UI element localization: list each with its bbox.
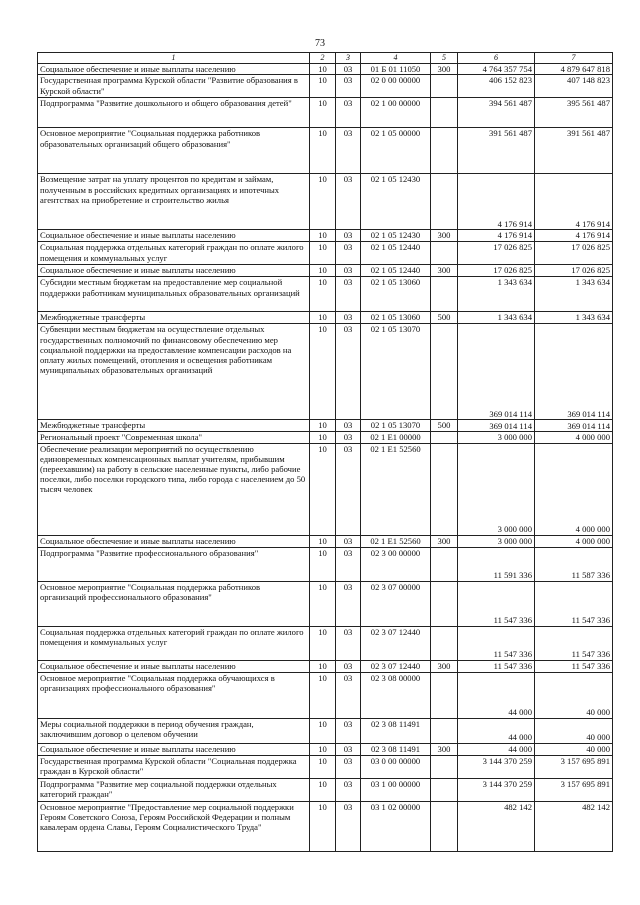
amount-year-2: 11 587 336 (535, 547, 613, 581)
amount-year-2: 391 561 487 (535, 128, 613, 174)
row-name: Социальное обеспечение и иные выплаты населению (38, 64, 310, 75)
table-row (38, 174, 613, 230)
section-code: 10 (310, 718, 336, 743)
expense-type-code (431, 242, 458, 265)
subsection-code: 03 (336, 174, 361, 230)
subsection-code: 03 (336, 242, 361, 265)
expense-type-code (431, 581, 458, 626)
amount-year-1: 11 547 336 (458, 581, 535, 626)
expense-type-code (431, 277, 458, 312)
target-article-code: 01 Б 01 11050 (361, 64, 431, 75)
expense-type-code: 500 (431, 312, 458, 324)
expense-type-code: 300 (431, 743, 458, 755)
amount-year-2: 40 000 (535, 718, 613, 743)
table-row (38, 324, 613, 420)
section-code: 10 (310, 420, 336, 432)
expense-type-code (431, 98, 458, 128)
subsection-code: 03 (336, 230, 361, 242)
target-article-code: 02 1 05 12430 (361, 174, 431, 230)
column-number: 3 (336, 53, 361, 64)
target-article-code: 02 3 07 00000 (361, 581, 431, 626)
amount-year-1: 11 547 336 (458, 626, 535, 660)
amount-year-1: 482 142 (458, 801, 535, 851)
expense-type-code (431, 443, 458, 535)
subsection-code: 03 (336, 535, 361, 547)
target-article-code: 03 1 00 00000 (361, 778, 431, 801)
table-row (38, 98, 613, 128)
amount-year-1: 3 000 000 (458, 432, 535, 443)
amount-year-1: 44 000 (458, 718, 535, 743)
page-number: 73 (315, 38, 325, 49)
subsection-code: 03 (336, 265, 361, 277)
section-code: 10 (310, 755, 336, 778)
target-article-code: 02 1 05 12440 (361, 242, 431, 265)
amount-year-2: 11 547 336 (535, 626, 613, 660)
amount-year-2: 4 000 000 (535, 443, 613, 535)
table-row (38, 75, 613, 98)
amount-year-2: 482 142 (535, 801, 613, 851)
amount-year-1: 44 000 (458, 672, 535, 718)
section-code: 10 (310, 443, 336, 535)
table-row (38, 581, 613, 626)
expense-type-code: 300 (431, 265, 458, 277)
target-article-code: 03 1 02 00000 (361, 801, 431, 851)
row-name: Межбюджетные трансферты (38, 312, 310, 324)
amount-year-1: 17 026 825 (458, 265, 535, 277)
section-code: 10 (310, 535, 336, 547)
column-number: 1 (38, 53, 310, 64)
row-name: Социальное обеспечение и иные выплаты населению (38, 660, 310, 672)
amount-year-2: 17 026 825 (535, 265, 613, 277)
row-name: Социальное обеспечение и иные выплаты населению (38, 535, 310, 547)
amount-year-1: 3 000 000 (458, 535, 535, 547)
amount-year-2: 40 000 (535, 672, 613, 718)
row-name: Основное мероприятие "Социальная поддержка работников организаций профессионального образования" (38, 581, 310, 626)
subsection-code: 03 (336, 581, 361, 626)
amount-year-1: 369 014 114 (458, 420, 535, 432)
row-name: Подпрограмма "Развитие профессионального образования" (38, 547, 310, 581)
table-row (38, 660, 613, 672)
column-number-row (38, 53, 613, 64)
subsection-code: 03 (336, 778, 361, 801)
section-code: 10 (310, 672, 336, 718)
table-row (38, 277, 613, 312)
subsection-code: 03 (336, 432, 361, 443)
target-article-code: 02 1 05 13070 (361, 324, 431, 420)
section-code: 10 (310, 128, 336, 174)
table-row (38, 743, 613, 755)
target-article-code: 02 1 05 12440 (361, 265, 431, 277)
amount-year-2: 4 879 647 818 (535, 64, 613, 75)
amount-year-2: 4 176 914 (535, 174, 613, 230)
amount-year-1: 3 144 370 259 (458, 778, 535, 801)
row-name: Социальное обеспечение и иные выплаты населению (38, 743, 310, 755)
amount-year-2: 4 176 914 (535, 230, 613, 242)
target-article-code: 02 1 05 13060 (361, 312, 431, 324)
target-article-code: 02 3 08 11491 (361, 743, 431, 755)
amount-year-2: 3 157 695 891 (535, 778, 613, 801)
amount-year-2: 4 000 000 (535, 432, 613, 443)
section-code: 10 (310, 75, 336, 98)
amount-year-2: 17 026 825 (535, 242, 613, 265)
table-row (38, 443, 613, 535)
amount-year-1: 11 547 336 (458, 660, 535, 672)
table-row (38, 801, 613, 851)
section-code: 10 (310, 174, 336, 230)
table-row (38, 626, 613, 660)
target-article-code: 02 1 05 13060 (361, 277, 431, 312)
subsection-code: 03 (336, 626, 361, 660)
amount-year-1: 391 561 487 (458, 128, 535, 174)
target-article-code: 02 3 07 12440 (361, 660, 431, 672)
section-code: 10 (310, 64, 336, 75)
amount-year-2: 1 343 634 (535, 312, 613, 324)
amount-year-2: 4 000 000 (535, 535, 613, 547)
row-name: Государственная программа Курской области "Социальная поддержка граждан в Курской области" (38, 755, 310, 778)
target-article-code: 02 3 07 12440 (361, 626, 431, 660)
column-number: 4 (361, 53, 431, 64)
section-code: 10 (310, 778, 336, 801)
table-row (38, 64, 613, 75)
row-name: Подпрограмма "Развитие мер социальной поддержки отдельных категорий граждан" (38, 778, 310, 801)
section-code: 10 (310, 547, 336, 581)
column-number: 6 (458, 53, 535, 64)
section-code: 10 (310, 98, 336, 128)
subsection-code: 03 (336, 75, 361, 98)
amount-year-1: 1 343 634 (458, 312, 535, 324)
row-name: Субвенции местным бюджетам на осуществление отдельных государственных полномочий по финансовому обеспечению мер социальной поддержки на предоставление компенсации расходов на оплату жилых помещений, отопления и освещения работникам муниципальных образовательных организаций (38, 324, 310, 420)
table-row (38, 755, 613, 778)
amount-year-2: 11 547 336 (535, 660, 613, 672)
amount-year-1: 44 000 (458, 743, 535, 755)
expense-type-code: 300 (431, 230, 458, 242)
target-article-code: 03 0 00 00000 (361, 755, 431, 778)
target-article-code: 02 1 E1 52560 (361, 443, 431, 535)
section-code: 10 (310, 324, 336, 420)
row-name: Социальное обеспечение и иные выплаты населению (38, 230, 310, 242)
table-row (38, 265, 613, 277)
target-article-code: 02 3 00 00000 (361, 547, 431, 581)
section-code: 10 (310, 230, 336, 242)
expense-type-code (431, 432, 458, 443)
target-article-code: 02 3 08 11491 (361, 718, 431, 743)
subsection-code: 03 (336, 324, 361, 420)
subsection-code: 03 (336, 98, 361, 128)
amount-year-1: 11 591 336 (458, 547, 535, 581)
section-code: 10 (310, 312, 336, 324)
subsection-code: 03 (336, 672, 361, 718)
section-code: 10 (310, 242, 336, 265)
subsection-code: 03 (336, 718, 361, 743)
amount-year-1: 1 343 634 (458, 277, 535, 312)
amount-year-1: 4 764 357 754 (458, 64, 535, 75)
expense-type-code (431, 801, 458, 851)
amount-year-1: 406 152 823 (458, 75, 535, 98)
amount-year-1: 369 014 114 (458, 324, 535, 420)
amount-year-2: 1 343 634 (535, 277, 613, 312)
expense-type-code: 300 (431, 660, 458, 672)
section-code: 10 (310, 432, 336, 443)
subsection-code: 03 (336, 443, 361, 535)
table-row (38, 718, 613, 743)
subsection-code: 03 (336, 312, 361, 324)
table-row (38, 230, 613, 242)
amount-year-1: 4 176 914 (458, 174, 535, 230)
table-row (38, 432, 613, 443)
row-name: Социальная поддержка отдельных категорий граждан по оплате жилого помещения и коммунальных услуг (38, 242, 310, 265)
amount-year-2: 369 014 114 (535, 420, 613, 432)
row-name: Межбюджетные трансферты (38, 420, 310, 432)
expense-type-code (431, 718, 458, 743)
target-article-code: 02 0 00 00000 (361, 75, 431, 98)
expense-type-code (431, 75, 458, 98)
table-row (38, 535, 613, 547)
amount-year-1: 3 000 000 (458, 443, 535, 535)
target-article-code: 02 1 05 12430 (361, 230, 431, 242)
section-code: 10 (310, 626, 336, 660)
row-name: Основное мероприятие "Социальная поддержка работников образовательных организаций общего образования" (38, 128, 310, 174)
subsection-code: 03 (336, 420, 361, 432)
row-name: Обеспечение реализации мероприятий по осуществлению единовременных компенсационных выплат учителям, прибывшим (переехавшим) на работу в сельские населенные пункты, либо рабочие поселки, либо поселки городского типа, либо города с населением до 50 тысяч человек (38, 443, 310, 535)
section-code: 10 (310, 581, 336, 626)
row-name: Подпрограмма "Развитие дошкольного и общего образования детей" (38, 98, 310, 128)
target-article-code: 02 1 E1 00000 (361, 432, 431, 443)
table-row (38, 312, 613, 324)
target-article-code: 02 1 00 00000 (361, 98, 431, 128)
expense-type-code (431, 626, 458, 660)
subsection-code: 03 (336, 277, 361, 312)
target-article-code: 02 1 E1 52560 (361, 535, 431, 547)
expense-type-code (431, 547, 458, 581)
row-name: Социальное обеспечение и иные выплаты населению (38, 265, 310, 277)
target-article-code: 02 3 08 00000 (361, 672, 431, 718)
table-row (38, 672, 613, 718)
section-code: 10 (310, 277, 336, 312)
row-name: Региональный проект "Современная школа" (38, 432, 310, 443)
table-row (38, 547, 613, 581)
column-number: 7 (535, 53, 613, 64)
amount-year-2: 40 000 (535, 743, 613, 755)
expense-type-code (431, 128, 458, 174)
expense-type-code (431, 778, 458, 801)
amount-year-1: 4 176 914 (458, 230, 535, 242)
section-code: 10 (310, 801, 336, 851)
amount-year-1: 17 026 825 (458, 242, 535, 265)
amount-year-2: 3 157 695 891 (535, 755, 613, 778)
table-row (38, 778, 613, 801)
expense-type-code: 300 (431, 535, 458, 547)
table-row (38, 242, 613, 265)
row-name: Государственная программа Курской области "Развитие образования в Курской области" (38, 75, 310, 98)
budget-table (37, 52, 613, 852)
section-code: 10 (310, 660, 336, 672)
subsection-code: 03 (336, 743, 361, 755)
row-name: Возмещение затрат на уплату процентов по кредитам и займам, полученным в российских кредитных организациях и ипотечных агентствах на приобретение и строительство жилья (38, 174, 310, 230)
section-code: 10 (310, 743, 336, 755)
amount-year-2: 395 561 487 (535, 98, 613, 128)
amount-year-1: 394 561 487 (458, 98, 535, 128)
table-row (38, 420, 613, 432)
amount-year-2: 407 148 823 (535, 75, 613, 98)
amount-year-2: 11 547 336 (535, 581, 613, 626)
expense-type-code (431, 755, 458, 778)
subsection-code: 03 (336, 755, 361, 778)
subsection-code: 03 (336, 64, 361, 75)
row-name: Социальная поддержка отдельных категорий граждан по оплате жилого помещения и коммунальных услуг (38, 626, 310, 660)
amount-year-2: 369 014 114 (535, 324, 613, 420)
target-article-code: 02 1 05 13070 (361, 420, 431, 432)
subsection-code: 03 (336, 660, 361, 672)
amount-year-1: 3 144 370 259 (458, 755, 535, 778)
row-name: Основное мероприятие "Социальная поддержка обучающихся в организациях профессионального образования" (38, 672, 310, 718)
expense-type-code (431, 672, 458, 718)
subsection-code: 03 (336, 547, 361, 581)
row-name: Субсидии местным бюджетам на предоставление мер социальной поддержки работникам муниципальных образовательных организаций (38, 277, 310, 312)
expense-type-code (431, 324, 458, 420)
section-code: 10 (310, 265, 336, 277)
column-number: 2 (310, 53, 336, 64)
expense-type-code: 300 (431, 64, 458, 75)
expense-type-code (431, 174, 458, 230)
row-name: Основное мероприятие "Предоставление мер социальной поддержки Героям Советского Союза, Героям Российской Федерации и полным кавалерам ордена Славы, Героям Социалистического Труда" (38, 801, 310, 851)
target-article-code: 02 1 05 00000 (361, 128, 431, 174)
subsection-code: 03 (336, 801, 361, 851)
table-row (38, 128, 613, 174)
subsection-code: 03 (336, 128, 361, 174)
row-name: Меры социальной поддержки в период обучения граждан, заключившим договор о целевом обучении (38, 718, 310, 743)
expense-type-code: 500 (431, 420, 458, 432)
column-number: 5 (431, 53, 458, 64)
